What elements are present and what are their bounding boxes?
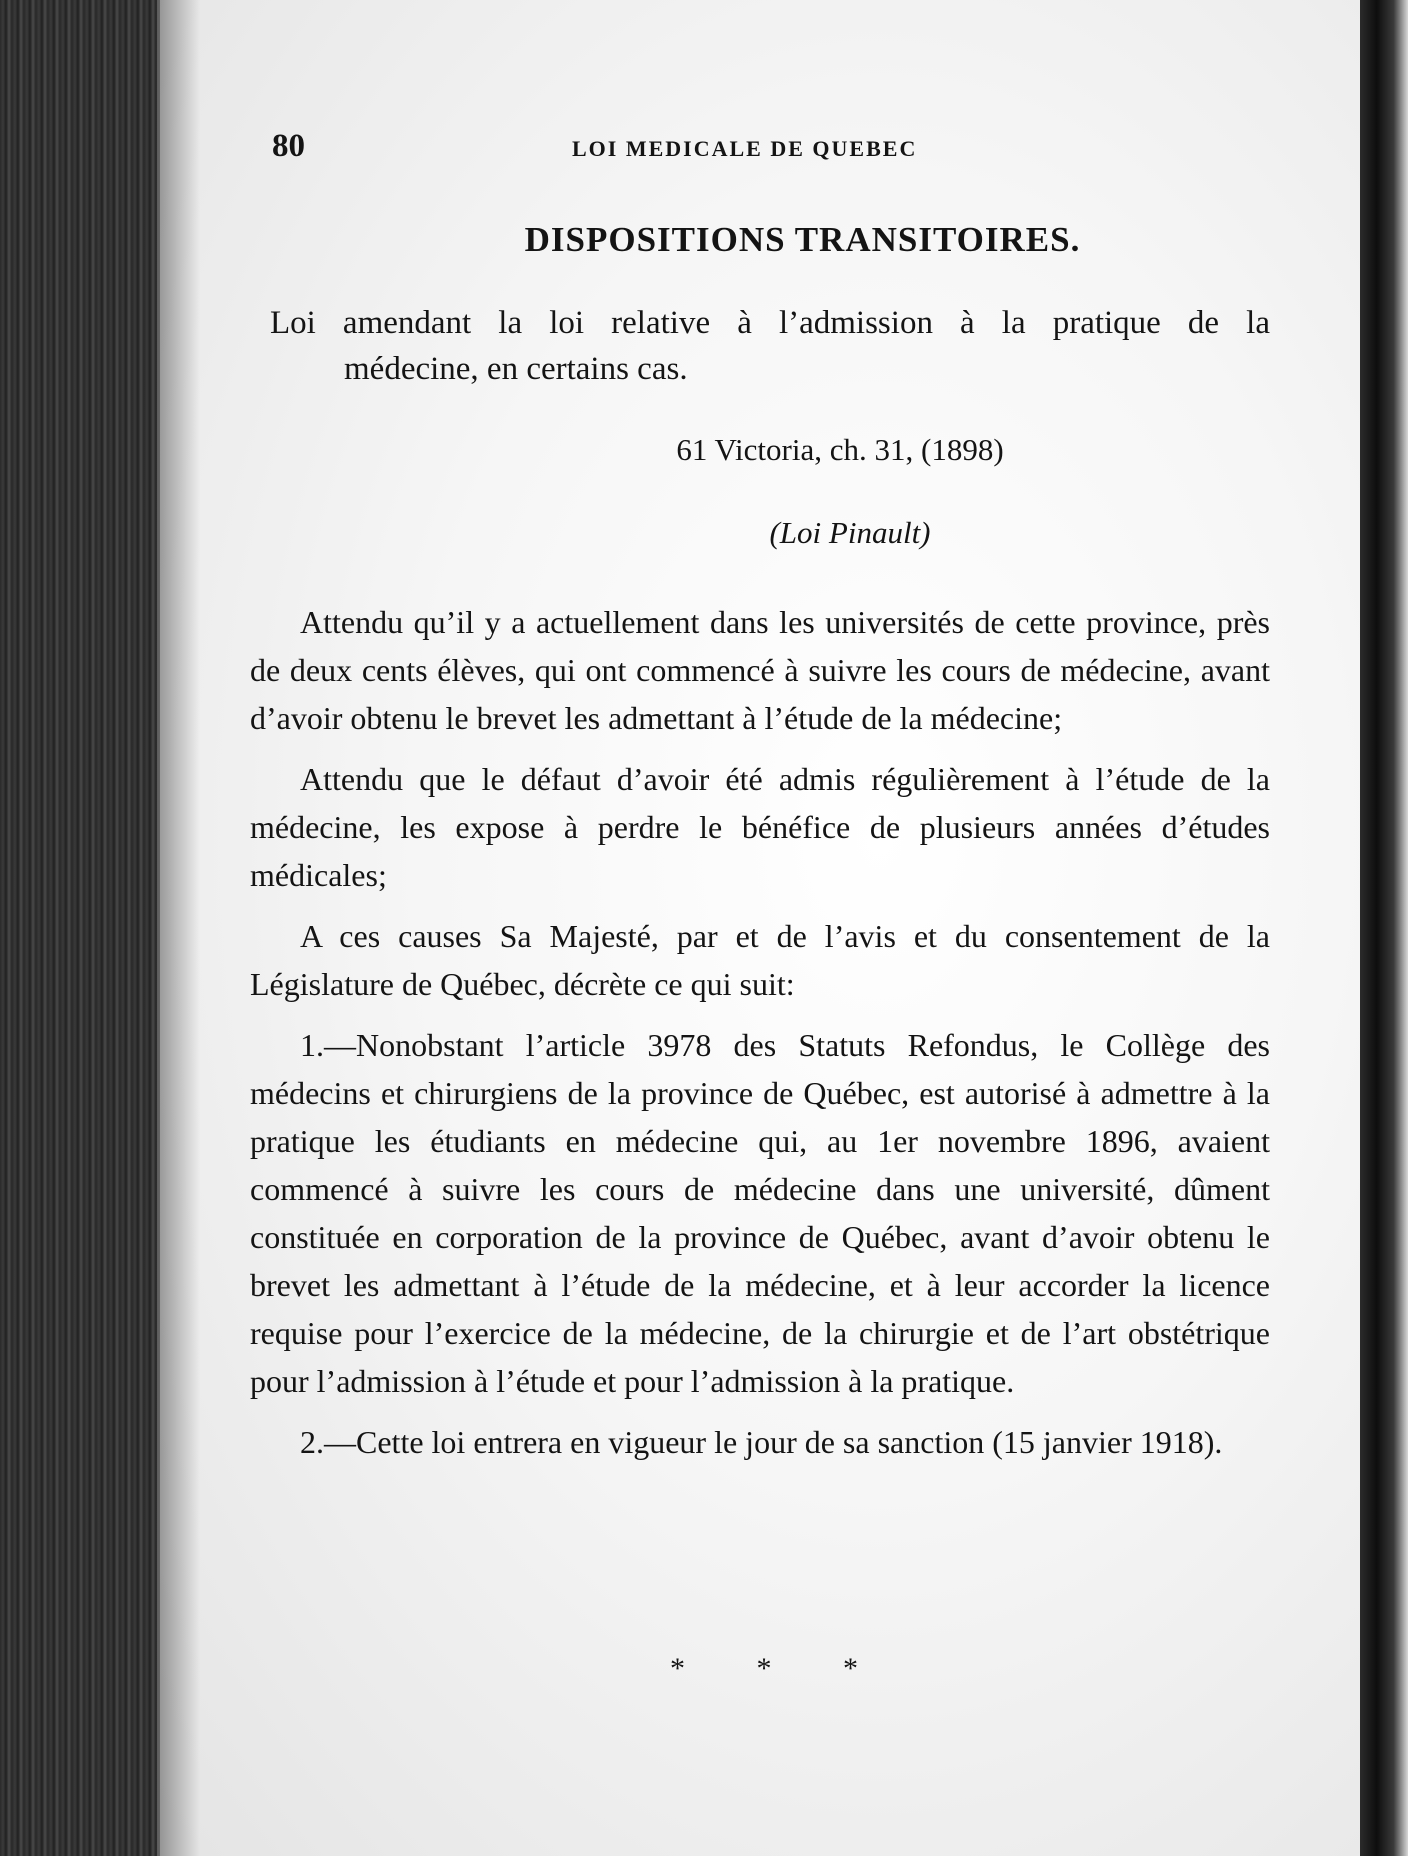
short-title: (Loi Pinault) bbox=[769, 515, 931, 550]
page-number: 80 bbox=[272, 128, 305, 164]
section-2-paragraph: 2.—Cette loi entrera en vigueur le jour de sa sanction (15 janvier 1918). bbox=[300, 1424, 1223, 1460]
law-title-line-1: Loi amendant la loi relative à l’admission à la pratique de la bbox=[270, 305, 1270, 341]
body-text bbox=[250, 598, 1270, 1479]
running-title: LOI MEDICALE DE QUEBEC bbox=[572, 136, 918, 161]
preamble-paragraph-1: Attendu qu’il y a actuellement dans les universités de cette province, près de deux cents élèves, qui ont commencé à suivre les cours de médecine, avant d’avoir obtenu le brevet les admettant à l’étude de la médecine; bbox=[250, 604, 1270, 736]
section-1-paragraph: 1.—Nonobstant l’article 3978 des Statuts Refondus, le Collège des médecins et chirurgiens de la province de Québec, est autorisé à admettre à la pratique les étudiants en médecine qui, au 1er novembre 1896, avaient commencé à suivre les cours de médecine dans une université, dûment constituée en corporation de la province de Québec, avant d’avoir obtenu le brevet les admettant à l’étude de la médecine, et à leur accorder la licence requise pour l’exercice de la médecine, de la chirurgie et de l’art obstétrique pour l’admission à l’étude et pour l’admission à la pratique. bbox=[250, 1027, 1270, 1399]
law-title-line-2: médecine, en certains cas. bbox=[344, 351, 688, 387]
book-binding-edge bbox=[0, 0, 175, 1856]
preamble-paragraph-2: Attendu que le défaut d’avoir été admis régulièrement à l’étude de la médecine, les expose à perdre le bénéfice de plusieurs années d’études médicales; bbox=[250, 761, 1270, 893]
enacting-clause: A ces causes Sa Majesté, par et de l’avis et du consentement de la Législature de Québec, décrète ce qui suit: bbox=[250, 918, 1270, 1002]
statute-citation: 61 Victoria, ch. 31, (1898) bbox=[676, 432, 1004, 467]
book-page bbox=[160, 0, 1360, 1856]
section-title: DISPOSITIONS TRANSITOIRES. bbox=[524, 220, 1081, 259]
section-ornament: * * * bbox=[670, 1652, 890, 1685]
running-header bbox=[272, 128, 1152, 168]
law-title bbox=[270, 300, 1270, 392]
right-page-edge bbox=[1360, 0, 1408, 1856]
